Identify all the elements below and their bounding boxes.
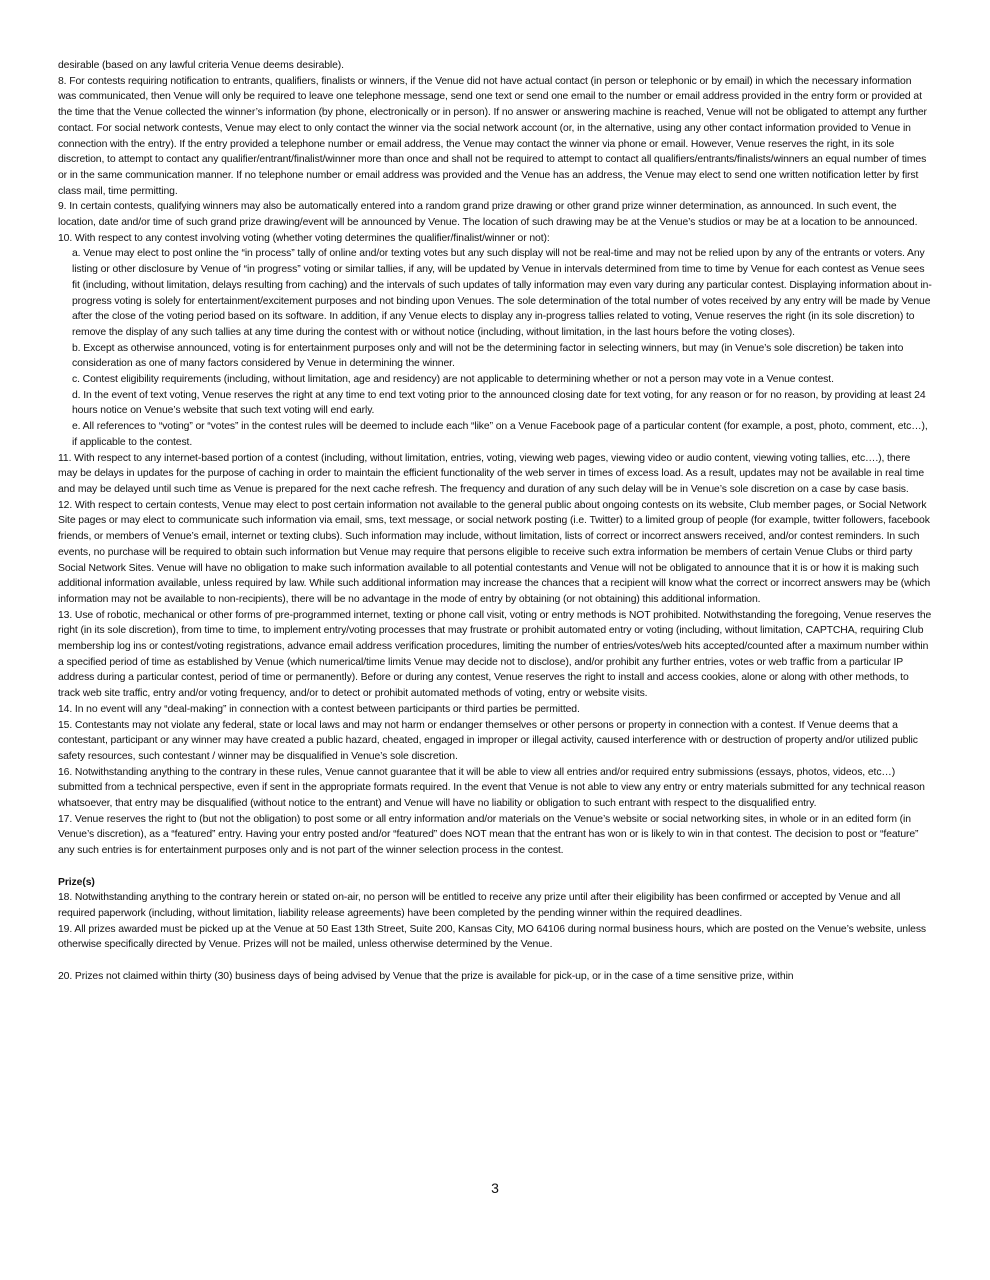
paragraph-12: 12. With respect to certain contests, Venue may elect to post certain information not available to the general public about ongoing contests on its website, Club member pages, or Social Network Site pages or may elect to communicate such information via email, sms, text message, or social network posting (i.e. Twitter) to a limited group of people (for example, twitter followers, facebook friends, or members of Venue’s email, internet or texting clubs). Such information may include, without limitation, lists of correct or incorrect answers received, and/or contest reminders. In such events, no purchase will be required to obtain such information but Venue may require that persons eligible to receive such extra information be members of certain Venue Clubs or third party Social Network Sites. Venue will have no obligation to make such information available to all potential contestants and Venue will not be obligated to announce that it is or how it is making such additional information available, unless required by law. While such additional information may increase the chances that a recipient will know what the correct or incorrect answers may be (which information may not be available to non-recipients), there will be no advantage in the mode of entry by obtaining (or not obtaining) this additional information. (58, 499, 931, 605)
document-body (58, 58, 932, 984)
paragraph-18: 18. Notwithstanding anything to the contrary herein or stated on-air, no person will be entitled to receive any prize until after their eligibility has been confirmed or accepted by Venue and all required paperwork (including, without limitation, liability release agreements) have been completed by the pending winner within the required deadlines. (58, 892, 901, 919)
paragraph-10b: b. Except as otherwise announced, voting is for entertainment purposes only and will not be the determining factor in selecting winners, but may (in Venue’s sole discretion) be taken into consideration as one of many factors considered by Venue in determining the winner. (72, 342, 904, 370)
paragraph-19: 19. All prizes awarded must be picked up at the Venue at 50 East 13th Street, Suite 200, Kansas City, MO 64106 during normal business hours, which are posted on the Venue’s website, unless otherwise specifically directed by Venue. Prizes will not be mailed, unless otherwise determined by the Venue. (58, 923, 927, 951)
paragraph-15: 15. Contestants may not violate any federal, state or local laws and may not harm or endanger themselves or other persons or property in connection with a contest. If Venue deems that a contestant, participant or any winner may have created a public hazard, cheated, engaged in improper or illegal activity, caused interference with or destruction of property and/or utilized public safety resources, such contestant / winner may be disqualified in Venue’s sole discretion. (58, 719, 918, 762)
paragraph-16: 16. Notwithstanding anything to the contrary in these rules, Venue cannot guarantee that it will be able to view all entries and/or required entry submissions (essays, photos, videos, etc…) submitted from a technical perspective, even if sent in the appropriate formats required. In the event that Venue is not able to view any entry or entry materials submitted for any technical reason whatsoever, that entry may be disqualified (without notice to the entrant) and Venue will have no liability or obligation to such entrant with respect to the disqualified entry. (58, 766, 925, 810)
paragraph-10c: c. Contest eligibility requirements (including, without limitation, age and residency) are not applicable to determining whether or not a person may vote in a Venue contest. (72, 374, 834, 386)
paragraph-20: 20. Prizes not claimed within thirty (30) business days of being advised by Venue that the prize is available for pick-up, or in the case of a time sensitive prize, within (58, 970, 794, 982)
paragraph-10: 10. With respect to any contest involving voting (whether voting determines the qualifier/finalist/winner or not): (58, 232, 550, 244)
paragraph-9: 9. In certain contests, qualifying winners may also be automatically entered into a random grand prize drawing or other grand prize winner determination, as announced. In such event, the location, date and/or time of such grand prize drawing/event will be announced by Venue. The location of such drawing may be at the Venue’s studios or may be at a location to be announced. (58, 201, 918, 229)
paragraph-11: 11. With respect to any internet-based portion of a contest (including, without limitation, entries, voting, viewing web pages, viewing video or audio content, viewing voting tallies, etc….), there may be delays in updates for the purpose of caching in order to maintain the efficient functionality of the web server in times of excess load. As a result, updates may not be available in real time and may be delayed until such time as Venue is prepared for the next cache refresh. The frequency and duration of any such delay will be in Venue’s sole discretion on a case by case basis. (58, 452, 925, 495)
page-number: 3 (491, 1180, 499, 1196)
paragraph-17: 17. Venue reserves the right to (but not the obligation) to post some or all entry information and/or materials on the Venue’s website or social networking sites, in whole or in an edited form (in Venue’s discretion), as a “featured” entry. Having your entry posted and/or “featured” does NOT mean that the entrant has won or is likely to win in that contest. The decision to post or “feature” any such entries is for entertainment purposes only and is not part of the winner selection process in the contest. (58, 813, 919, 857)
paragraph-8: 8. For contests requiring notification to entrants, qualifiers, finalists or winners, if the Venue did not have actual contact (in person or telephonic or by email) in which the necessary information was communicated, then Venue will only be required to leave one telephone message, send one text or send one email to the number or email address provided in the entry form or provided at the time that the Venue collected the winner’s information (by phone, electronically or in person). If no answer or answering machine is reached, Venue will not be obligated to attempt any further contact. For social network contests, Venue may elect to only contact the winner via the social network account (or, in the alternative, using any other contact information provided to Venue in connection with the entry). If the entry provided a telephone number or email address, the Venue may contact the winner via phone or email. However, Venue reserves the right, in its sole discretion, to attempt to contact any qualifier/entrant/finalist/winner more than once and shall not be required to attempt to contact all qualifiers/entrants/finalists/winners an equal number of times or in the same communication manner. If no telephone number or email address was provided and the Venue has an address, the Venue may elect to send one written notification letter by first class mail, time permitting. (58, 75, 927, 197)
section-heading-prizes: Prize(s) (58, 876, 95, 888)
paragraph-14: 14. In no event will any “deal-making” in connection with a contest between participants or third parties be permitted. (58, 703, 580, 715)
paragraph-continuation: desirable (based on any lawful criteria Venue deems desirable). (58, 60, 344, 71)
paragraph-10a: a. Venue may elect to post online the “in process” tally of online and/or texting votes but any such display will not be real-time and may not be relied upon by any of the entrants or voters. Any listing or other disclosure by Venue of “in progress” voting or similar tallies, if any, will be updated by Venue in intervals determined from time to time by Venue for each contest as Venue sees fit (including, without limitation, delays resulting from caching) and the intervals of such updates of tally information may even vary during any particular contest. Displaying information about in-progress voting is solely for entertainment/excitement purposes and not binding upon Venues. The sole determination of the total number of votes received by any entry will be made by Venue after the close of the voting period based on its software. In addition, if any Venue elects to display any in-progress tallies related to voting, Venue reserves the right (in its sole discretion) to remove the display of any such tallies at any time during the contest with or without notice (including, without limitation, in the last hours before the voting closes). (72, 248, 932, 338)
paragraph-10e: e. All references to “voting” or “votes” in the contest rules will be deemed to include each “like” on a Venue Facebook page of a particular content (for example, a post, photo, comment, etc…), if applicable to the contest. (72, 421, 928, 448)
paragraph-10d: d. In the event of text voting, Venue reserves the right at any time to end text voting prior to the announced closing date for text voting, for any reason or for no reason, by providing at least 24 hours notice on Venue’s website that such text voting will end early. (72, 389, 926, 417)
paragraph-13: 13. Use of robotic, mechanical or other forms of pre-programmed internet, texting or phone call visit, voting or entry methods is NOT prohibited. Notwithstanding the foregoing, Venue reserves the right (in its sole discretion), from time to time, to implement entry/voting processes that may frustrate or prohibit automated entry or voting (including, without limitation, CAPTCHA, requiring Club membership log ins or contest/voting registrations, advance email address verification procedures, limiting the number of entries/votes/web hits accepted/counted after a maximum number within a specified period of time as established by Venue (which numerical/time limits Venue may decide not to disclose), and/or prohibit any further entries, votes or web traffic from a particular IP address during a particular contest, period of time or permanently). Before or during any contest, Venue reserves the right to install and access cookies, alone or along with other methods, to track web site traffic, entry and/or voting frequency, and/or to detect or prohibit automated methods of voting, entry or website visits. (58, 609, 932, 700)
